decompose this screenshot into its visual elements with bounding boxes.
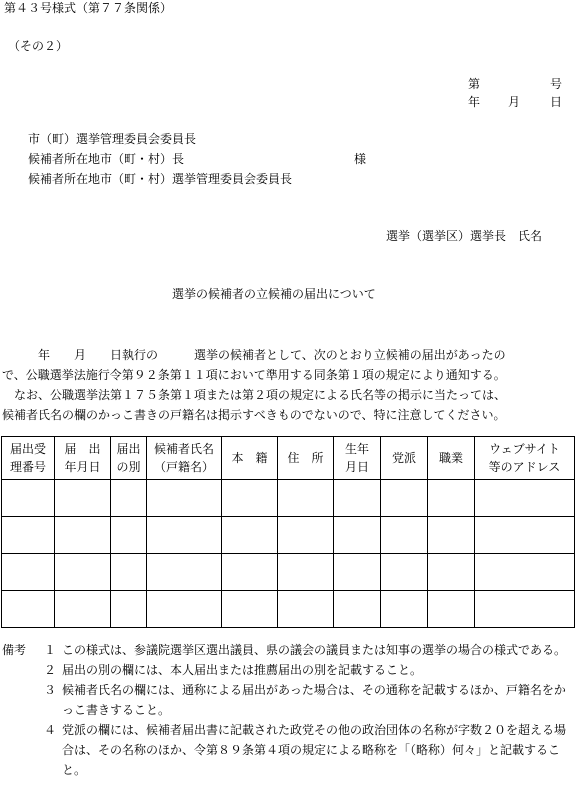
table-cell[interactable] [222, 554, 278, 591]
addressee-line-1: 市（町）選挙管理委員会委員長 [28, 132, 197, 146]
doc-date-year: 年 [468, 95, 481, 109]
header-text: （戸籍名） [153, 460, 214, 474]
header-cell-filing-date [55, 437, 111, 480]
header-text: の別 [116, 460, 141, 474]
table-header-row [2, 437, 575, 480]
table-cell[interactable] [55, 480, 111, 517]
header-text: 候補者氏名 [153, 442, 214, 456]
candidate-table [1, 436, 575, 628]
addressee-honorific: 様 [354, 152, 367, 166]
header-text: 生年 [344, 442, 369, 456]
document-date-row [468, 96, 562, 114]
header-text: 届出受 [9, 442, 46, 456]
body-line-2: で、公職選挙法施行令第９２条第１１項において準用する同条第１項の規定により通知する。 [2, 368, 506, 382]
note-text: 党派の欄には、候補者届出書に記載された政党その他の政治団体の名称が字数２０を超える場合は、その名称のほか、令第８９条第４項の規定による略称を「（略称）何々」と記載すること。 [62, 723, 567, 777]
table-cell[interactable] [147, 554, 222, 591]
table-cell[interactable] [278, 554, 334, 591]
table-cell[interactable] [428, 591, 475, 628]
note-text: この様式は、参議院選挙区選出議員、県の議会の議員または知事の選挙の場合の様式である。 [62, 643, 567, 657]
table-cell[interactable] [55, 517, 111, 554]
note-item [2, 660, 576, 680]
table-cell[interactable] [222, 517, 278, 554]
note-number: １ [44, 643, 57, 657]
table-cell[interactable] [147, 480, 222, 517]
document-title: 選挙の候補者の立候補の届出について [172, 287, 376, 301]
header-text: 等のアドレス [488, 460, 561, 474]
table-row [2, 554, 575, 591]
header-cell-occupation: 職業 [428, 437, 475, 480]
table-cell[interactable] [381, 480, 428, 517]
header-text: 届出 [116, 442, 141, 456]
table-cell[interactable] [278, 517, 334, 554]
body-line-4: 候補者氏名の欄のかっこ書きの戸籍名は掲示すべきものでないので、特に注意してください。 [2, 408, 506, 422]
table-cell[interactable] [381, 517, 428, 554]
table-cell[interactable] [428, 480, 475, 517]
notes-section [2, 640, 576, 780]
table-cell[interactable] [2, 480, 55, 517]
table-cell[interactable] [334, 591, 381, 628]
note-text: 候補者氏名の欄には、通称による届出があった場合は、その通称を記載するほか、戸籍名をかっこ書きすること。 [62, 683, 566, 717]
header-text: 届 出 [64, 442, 101, 456]
table-cell[interactable] [55, 591, 111, 628]
addressee-line-2: 候補者所在地市（町・村）長 [28, 152, 185, 166]
body-line-3: なお、公職選挙法第１７５条第１項または第２項の規定による氏名等の掲示に当たっては、 [2, 388, 507, 402]
header-text: 月日 [344, 460, 369, 474]
doc-number-dai: 第 [468, 77, 481, 91]
header-cell-receipt-number [2, 437, 55, 480]
header-text: 理番号 [9, 460, 46, 474]
form-part: （その２） [8, 39, 69, 53]
header-text: ウェブサイト [489, 442, 560, 456]
note-text: 届出の別の欄には、本人届出または推薦届出の別を記載すること。 [62, 663, 423, 677]
table-cell[interactable] [222, 480, 278, 517]
form-number: 第４３号様式（第７７条関係） [4, 1, 173, 15]
table-cell[interactable] [428, 554, 475, 591]
table-cell[interactable] [2, 554, 55, 591]
doc-date-day: 日 [549, 95, 562, 109]
document-number-block [468, 78, 562, 114]
table-cell[interactable] [278, 480, 334, 517]
table-cell[interactable] [55, 554, 111, 591]
document-number-row [468, 78, 562, 96]
table-cell[interactable] [334, 517, 381, 554]
table-cell[interactable] [147, 517, 222, 554]
table-cell[interactable] [475, 517, 575, 554]
table-cell[interactable] [111, 517, 147, 554]
table-cell[interactable] [222, 591, 278, 628]
body-text [2, 345, 576, 425]
table-cell[interactable] [475, 554, 575, 591]
table-row [2, 591, 575, 628]
table-cell[interactable] [2, 517, 55, 554]
table-cell[interactable] [381, 554, 428, 591]
header-cell-birth-date [334, 437, 381, 480]
table-cell[interactable] [475, 480, 575, 517]
header-cell-website [475, 437, 575, 480]
header-cell-filing-type [111, 437, 147, 480]
note-number: ２ [44, 663, 57, 677]
header-cell-address: 住 所 [278, 437, 334, 480]
note-number: ４ [44, 723, 57, 737]
table-row [2, 517, 575, 554]
note-item [2, 680, 576, 720]
header-text: 年月日 [64, 460, 101, 474]
header-cell-party: 党派 [381, 437, 428, 480]
table-cell[interactable] [381, 591, 428, 628]
table-cell[interactable] [111, 480, 147, 517]
note-number: ３ [44, 683, 57, 697]
table-cell[interactable] [111, 554, 147, 591]
header-cell-domicile: 本 籍 [222, 437, 278, 480]
addressee-line-3: 候補者所在地市（町・村）選挙管理委員会委員長 [28, 172, 293, 186]
table-cell[interactable] [475, 591, 575, 628]
table-cell[interactable] [278, 591, 334, 628]
table-cell[interactable] [334, 554, 381, 591]
table-cell[interactable] [2, 591, 55, 628]
notes-label: 備考 [2, 643, 27, 657]
table-cell[interactable] [334, 480, 381, 517]
body-line-1: 年 月 日執行の 選挙の候補者として、次のとおり立候補の届出があったの [2, 348, 506, 362]
sender-line: 選挙（選挙区）選挙長 氏名 [386, 229, 543, 243]
note-item [2, 640, 576, 660]
note-item [2, 720, 576, 780]
table-row [2, 480, 575, 517]
header-cell-candidate-name [147, 437, 222, 480]
doc-date-month: 月 [508, 95, 521, 109]
table-cell[interactable] [111, 591, 147, 628]
doc-number-go: 号 [549, 77, 562, 91]
table-cell[interactable] [428, 517, 475, 554]
table-cell[interactable] [147, 591, 222, 628]
